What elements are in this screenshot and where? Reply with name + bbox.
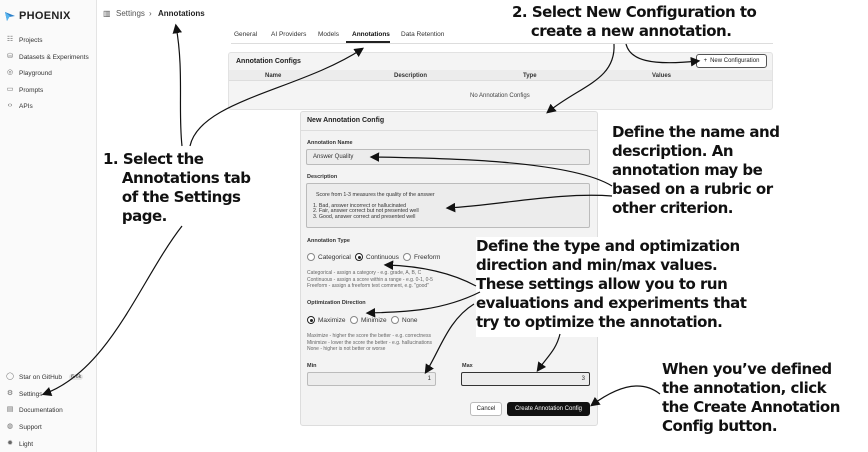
projects-icon: ☷ xyxy=(6,36,14,43)
direction-option-label: Maximize xyxy=(318,316,346,324)
sidebar-item-support[interactable] xyxy=(6,422,42,432)
max-label: Max xyxy=(462,363,473,369)
datasets-icon: ⛁ xyxy=(7,53,13,60)
new-configuration-button[interactable] xyxy=(696,54,767,68)
sidebar-item-label: Playground xyxy=(19,69,52,77)
type-option-label: Continuous xyxy=(366,253,399,261)
type-option-label: Freeform xyxy=(414,253,441,261)
radio-icon xyxy=(403,253,411,261)
column-header-description[interactable]: Description xyxy=(394,73,428,79)
direction-help-text: Maximize - higher the score the better - e.g. correctness Minimize - lower the score the better - e.g. hallucinations None - higher is not better or worse xyxy=(307,333,433,352)
plus-icon: + xyxy=(703,58,708,64)
radio-icon xyxy=(350,316,358,324)
dialog-title: New Annotation Config xyxy=(307,117,385,124)
description-label: Description xyxy=(307,174,338,180)
phoenix-logo-icon xyxy=(4,10,16,22)
callout-name-description: Define the name and description. An annotation may be based on a rubric or other criterion. xyxy=(612,123,774,223)
sidebar-toggle-icon[interactable]: ▥ xyxy=(103,9,111,18)
sidebar-item-label: Datasets & Experiments xyxy=(19,53,89,61)
sidebar-item-datasets[interactable] xyxy=(6,52,89,62)
min-input[interactable] xyxy=(307,372,436,386)
sidebar-item-label: APIs xyxy=(19,102,33,110)
breadcrumb-separator: › xyxy=(149,9,152,18)
column-header-name[interactable]: Name xyxy=(265,73,282,79)
direction-option-label: Minimize xyxy=(361,316,387,324)
new-configuration-label: New Configuration xyxy=(710,58,760,64)
tab-models[interactable]: Models xyxy=(318,31,339,38)
app-name: PHOENIX xyxy=(19,10,71,22)
sidebar-item-playground[interactable] xyxy=(6,68,52,78)
sidebar-item-prompts[interactable] xyxy=(6,85,43,95)
callout-step-1: 1. Select the Annotations tab of the Settings page. xyxy=(103,150,262,233)
tabs-divider xyxy=(231,43,773,44)
radio-icon xyxy=(307,253,315,261)
sidebar-item-theme[interactable] xyxy=(6,439,33,449)
sidebar xyxy=(0,0,97,452)
annotation-name-label: Annotation Name xyxy=(307,140,353,146)
breadcrumb-current: Annotations xyxy=(158,9,205,18)
sidebar-item-label: Settings xyxy=(19,390,43,398)
sidebar-item-projects[interactable] xyxy=(6,35,42,45)
type-option-continuous[interactable] xyxy=(355,253,399,261)
sidebar-item-label: Projects xyxy=(19,36,43,44)
sidebar-item-label: Support xyxy=(19,423,42,431)
description-textarea[interactable] xyxy=(306,183,590,228)
sidebar-item-apis[interactable] xyxy=(6,101,33,111)
create-annotation-config-button[interactable]: Create Annotation Config xyxy=(507,402,590,416)
annotation-type-label: Annotation Type xyxy=(307,238,350,244)
prompts-icon: ▭ xyxy=(6,86,14,93)
radio-selected-icon xyxy=(307,316,315,324)
direction-option-minimize[interactable] xyxy=(350,316,387,324)
github-stars-badge: 6.6k xyxy=(71,374,82,380)
type-option-categorical[interactable] xyxy=(307,253,351,261)
tab-data-retention[interactable]: Data Retention xyxy=(401,31,445,38)
callout-type-direction: Define the type and optimization direction and min/max values. These settings allow you to run evaluations and experiments that try to optimize the annotation. xyxy=(476,237,732,337)
sidebar-item-label: Prompts xyxy=(19,86,44,94)
tab-general[interactable]: General xyxy=(234,31,258,38)
callout-create: When you’ve defined the annotation, click the Create Annotation Config button. xyxy=(662,360,834,438)
type-option-label: Categorical xyxy=(318,253,351,261)
direction-option-label: None xyxy=(402,316,418,324)
arrow-to-breadcrumb xyxy=(176,26,182,146)
max-value: 3 xyxy=(581,376,585,382)
sun-icon: ✹ xyxy=(7,440,13,447)
sidebar-item-settings[interactable] xyxy=(6,389,43,399)
min-label: Min xyxy=(307,363,317,369)
min-value: 1 xyxy=(427,376,431,382)
column-header-type[interactable]: Type xyxy=(523,73,537,79)
tab-ai-providers[interactable]: AI Providers xyxy=(271,31,307,38)
active-tab-indicator xyxy=(346,41,390,43)
arrow-to-create-button xyxy=(592,386,660,405)
sidebar-item-github[interactable] xyxy=(6,372,83,382)
sidebar-item-label: Star on GitHub xyxy=(19,373,62,381)
radio-icon xyxy=(391,316,399,324)
callout-step-2: 2. Select New Configuration to create a new annotation. xyxy=(512,3,759,43)
breadcrumb-settings[interactable]: Settings xyxy=(116,9,145,18)
annotation-configs-title: Annotation Configs xyxy=(236,58,301,65)
type-help-text: Categorical - assign a category - e.g. grade, A, B, C Continuous - assign a score within a range - e.g. 0-1, 0-5 Freeform - assign a freeform text comment, e.g. "good" xyxy=(307,270,433,289)
sidebar-item-label: Light xyxy=(19,440,34,448)
dialog-divider xyxy=(301,130,597,131)
direction-option-maximize[interactable] xyxy=(307,316,345,324)
github-icon: ◯ xyxy=(6,373,14,380)
sidebar-item-documentation[interactable] xyxy=(6,405,63,415)
type-option-freeform[interactable] xyxy=(403,253,440,261)
playground-icon: ◎ xyxy=(6,69,14,76)
table-header-divider xyxy=(229,80,772,81)
book-icon: ▤ xyxy=(6,406,14,413)
description-value: Score from 1-3 measures the quality of the answer 1. Bad, answer incorrect or hallucinated 2. Fair, answer correct but not presented well 3. Good, answer correct and presented well xyxy=(313,191,435,220)
column-header-values[interactable]: Values xyxy=(652,73,672,79)
radio-selected-icon xyxy=(355,253,363,261)
app-logo[interactable] xyxy=(4,10,71,22)
annotation-configs-panel xyxy=(228,52,773,110)
annotation-name-value: Answer Quality xyxy=(313,154,354,160)
sidebar-item-label: Documentation xyxy=(19,406,63,414)
direction-option-none[interactable] xyxy=(391,316,418,324)
support-icon: ◍ xyxy=(6,423,14,430)
optimization-direction-label: Optimization Direction xyxy=(307,300,366,306)
empty-state-text: No Annotation Configs xyxy=(470,93,530,99)
max-input[interactable] xyxy=(461,372,590,386)
apis-icon: ‹› xyxy=(7,102,13,109)
annotation-name-input[interactable] xyxy=(306,149,590,165)
gear-icon: ⚙ xyxy=(6,390,14,397)
cancel-button[interactable]: Cancel xyxy=(470,402,502,416)
tab-annotations[interactable]: Annotations xyxy=(352,31,390,38)
